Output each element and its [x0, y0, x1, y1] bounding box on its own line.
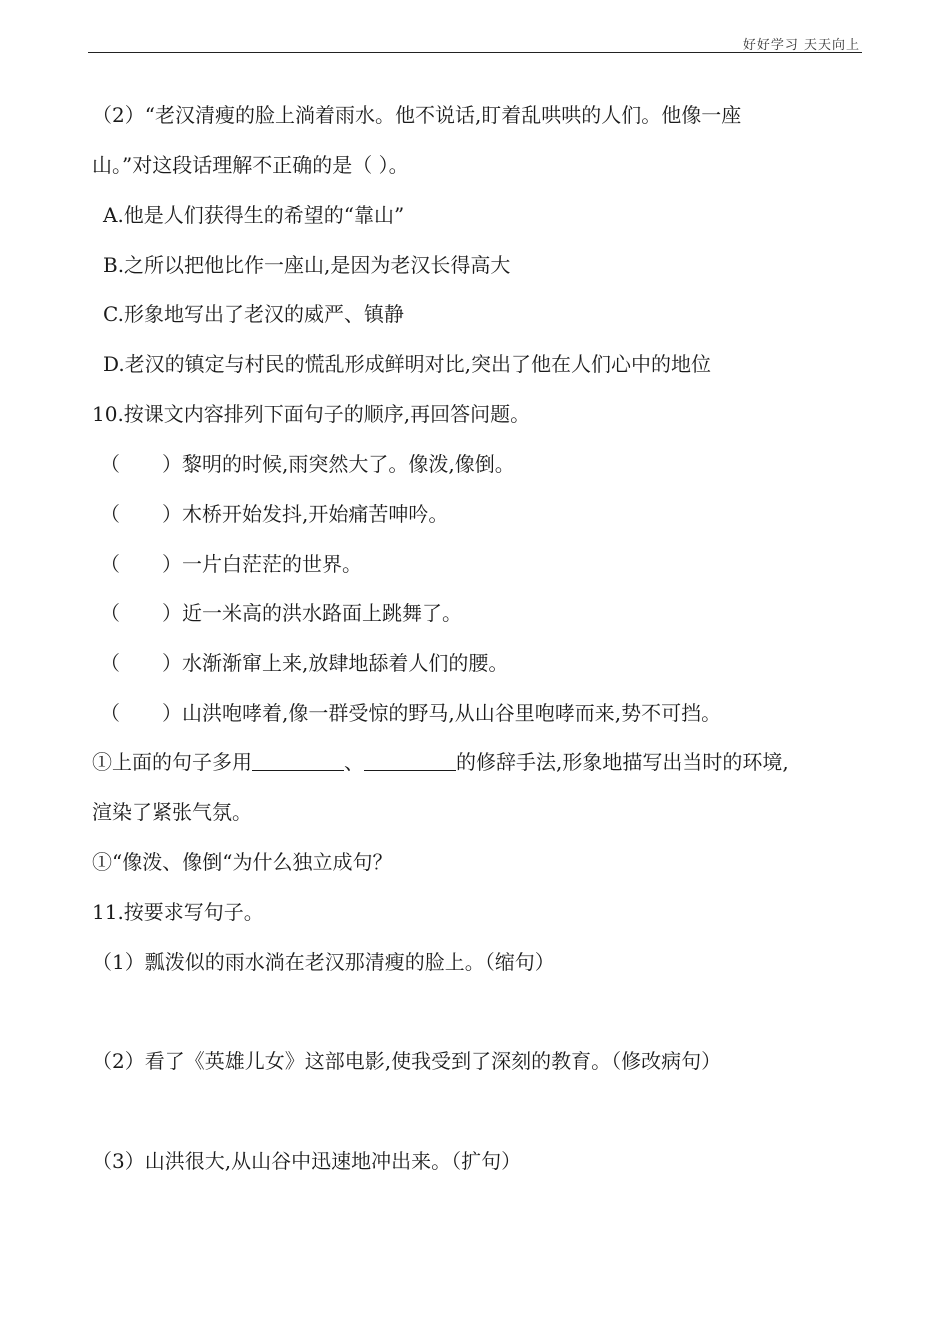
order-paren-close: ）: [162, 502, 182, 526]
q10-sentence-row: [100, 651, 508, 675]
q9-2-stem-line1: （2）“老汉清瘦的脸上淌着雨水。他不说话,盯着乱哄哄的人们。他像一座: [92, 103, 742, 127]
order-paren-open: （: [100, 651, 120, 675]
q10-sub1-prefix: ①上面的句子多用: [92, 750, 252, 774]
q10-sub2: ①“像泼、像倒“为什么独立成句？: [92, 850, 393, 874]
q9-2-option-d: D.老汉的镇定与村民的慌乱形成鲜明对比,突出了他在人们心中的地位: [103, 352, 712, 376]
order-paren-close: ）: [162, 452, 182, 476]
q10-sentence-row: [100, 452, 515, 476]
q11-item-1: （1）瓢泼似的雨水淌在老汉那清瘦的脸上。（缩句）: [92, 950, 555, 974]
order-paren-open: （: [100, 701, 120, 725]
order-paren-open: （: [100, 502, 120, 526]
q10-sentence: 近一米高的洪水路面上跳舞了。: [182, 601, 462, 625]
q10-sentence-row: [100, 502, 448, 526]
q11-item-2: （2）看了《英雄儿女》这部电影,使我受到了深刻的教育。（修改病句）: [92, 1049, 722, 1073]
q10-sentence: 一片白茫茫的世界。: [182, 552, 362, 576]
q9-2-stem-line2: 山。”对这段话理解不正确的是（ ）。: [92, 153, 409, 177]
q10-sub1-line1: [92, 750, 789, 774]
answer-blank-1[interactable]: [252, 750, 344, 771]
order-paren-open: （: [100, 552, 120, 576]
q9-2-option-a: A.他是人们获得生的希望的“靠山”: [103, 203, 405, 227]
order-paren-close: ）: [162, 701, 182, 725]
q9-2-option-c: C.形象地写出了老汉的威严、镇静: [103, 302, 404, 326]
q10-sub1-suffix: 的修辞手法,形象地描写出当时的环境,: [456, 750, 789, 774]
order-paren-open: （: [100, 601, 120, 625]
order-paren-close: ）: [162, 552, 182, 576]
answer-blank-2[interactable]: [364, 750, 456, 771]
q9-2-option-b: B.之所以把他比作一座山,是因为老汉长得高大: [103, 253, 511, 277]
q10-sub1-line2: 渲染了紧张气氛。: [92, 800, 252, 824]
q10-sub1-separator: 、: [344, 750, 364, 774]
q10-sentence-row: [100, 701, 721, 725]
page-header: [88, 0, 862, 53]
q10-sentence: 木桥开始发抖,开始痛苦呻吟。: [182, 502, 449, 526]
q11-title: 11.按要求写句子。: [92, 900, 264, 924]
q10-sentence: 水渐渐窜上来,放肆地舔着人们的腰。: [182, 651, 509, 675]
q10-sentence: 山洪咆哮着,像一群受惊的野马,从山谷里咆哮而来,势不可挡。: [182, 701, 722, 725]
order-paren-open: （: [100, 452, 120, 476]
header-slogan: 好好学习 天天向上: [742, 38, 860, 53]
q10-title: 10.按课文内容排列下面句子的顺序,再回答问题。: [92, 402, 531, 426]
q10-sentence-row: [100, 601, 462, 625]
q11-item-3: （3）山洪很大,从山谷中迅速地冲出来。（扩句）: [92, 1149, 522, 1173]
order-paren-close: ）: [162, 601, 182, 625]
q10-sentence-row: [100, 552, 362, 576]
order-paren-close: ）: [162, 651, 182, 675]
q10-sentence: 黎明的时候,雨突然大了。像泼,像倒。: [182, 452, 515, 476]
